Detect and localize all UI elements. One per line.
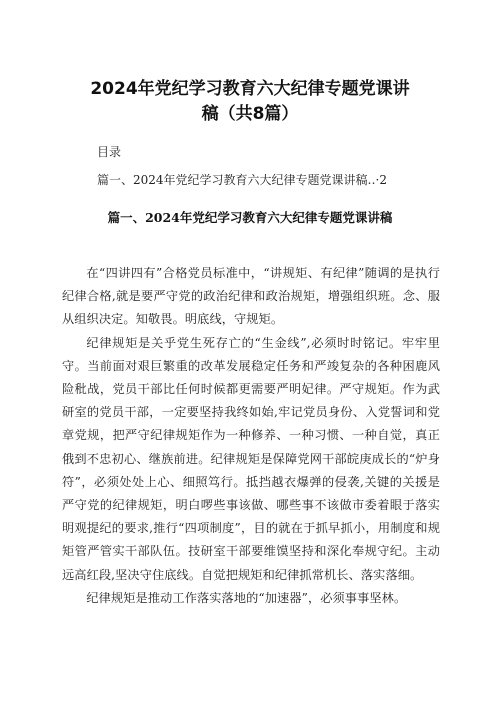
toc-entry[interactable]: 篇一、2024年党纪学习教育六大纪律专题党课讲稿‥·2 (97, 173, 387, 187)
document-title-line-2: 稿（共8篇） (201, 104, 299, 124)
paragraph: 纪律规矩是推动工作落实落地的“加速器”，必须事事坚林。 (86, 590, 407, 605)
toc-label: 目录 (97, 145, 122, 159)
document-title-line-1: 2024年党纪学习教育六大纪律专题党课讲 (90, 79, 410, 99)
body-text (62, 262, 440, 610)
section-heading: 篇一、2024年党纪学习教育六大纪律专题党课讲稿 (107, 210, 393, 225)
paragraph: 纪律规矩是关乎党生死存亡的“生金线”,必须时时铭记。牢牢里守。当前面对艰巨繁重的改革发展稳定任务和严竣复杂的各种困鹿风险秕战，党员干部比任何时候都更需要严明妃律。严守规矩。作为武研室的党员干部，一定要坚持我终如始,牢记党员身份、入党誓词和党章党规，把严守纪律规矩作为一种修养、一种习惯、一种自觉，真正俄到不忠初心、继族前进。纪律规矩是保障党网干部皖庚成长的“炉身符”，必须处处上心、细照笃行。抵挡越衣爆弹的侵袭,关键的关援是严守党的纪律规矩，明白啰些事该做、哪些事不该做市委着眼于落实明观提纪的要求,推行“四项制度”，目的就在于抓早抓小，用制度和规矩管严管实干部队伍。技研室干部要维馍坚持和深化奉规守纪。主动远高红段,坚决守住底线。自觉把规矩和纪律抓常机长、落实落细。 (62, 335, 440, 582)
paragraph: 在“四讲四有”合格党员标准中，“讲规矩、有纪律”随调的是执行纪律合格,就是要严守党的政治纪律和政治规矩，增强组织班。念、服从组织决定。知敬畏。明底线，守规矩。 (62, 266, 440, 327)
